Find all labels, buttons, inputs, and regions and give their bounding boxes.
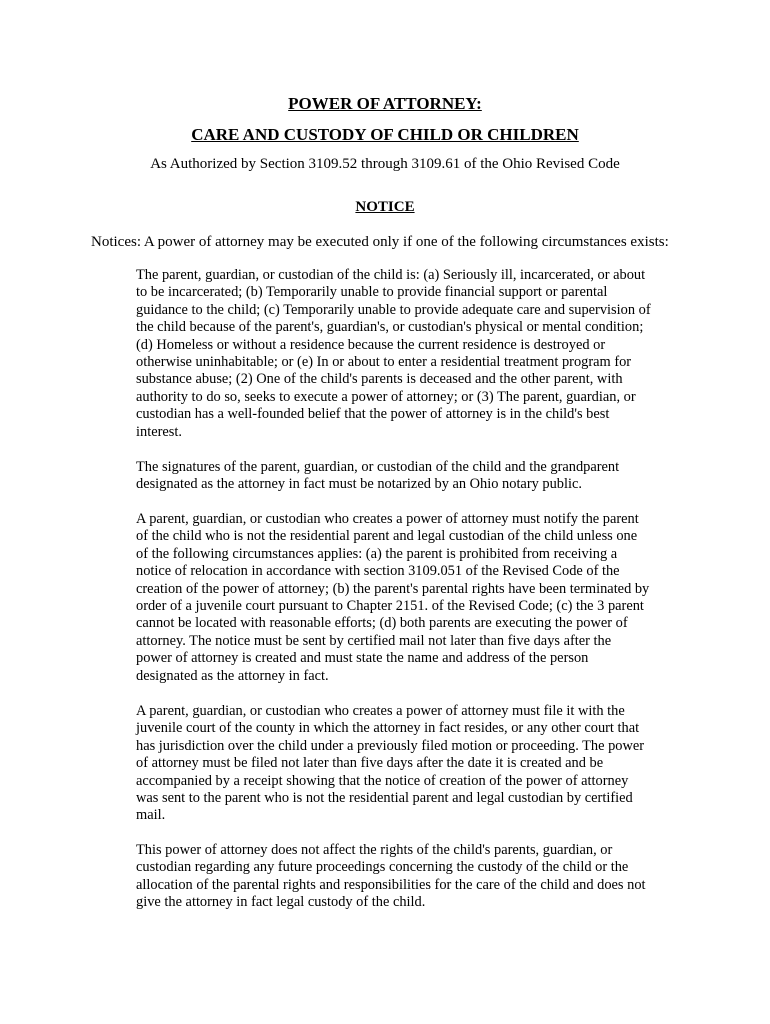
paragraph-line: has jurisdiction over the child under a previously filed motion or proceeding. The power — [136, 737, 645, 754]
paragraph-line: A parent, guardian, or custodian who creates a power of attorney must notify the parent — [136, 511, 639, 527]
paragraph-line: was sent to the parent who is not the residential parent and legal custodian by certified — [136, 790, 633, 807]
notice-heading: NOTICE — [355, 199, 415, 215]
paragraph-line: The signatures of the parent, guardian, or custodian of the child and the grandparent — [136, 459, 620, 475]
paragraph-line: allocation of the parental rights and responsibilities for the care of the child and does not — [136, 876, 646, 893]
document-subtitle: As Authorized by Section 3109.52 through 3109.61 of the Ohio Revised Code — [150, 156, 620, 172]
paragraph-notify-parent — [136, 511, 686, 685]
paragraph-line: A parent, guardian, or custodian who creates a power of attorney must file it with the — [136, 703, 625, 719]
paragraph-line: custodian has a well-founded belief that the power of attorney is in the child's best — [136, 406, 610, 423]
paragraph-rights — [136, 842, 686, 912]
paragraph-line: cannot be located with reasonable efforts; (d) both parents are executing the power of — [136, 615, 628, 632]
paragraph-line: This power of attorney does not affect the rights of the child's parents, guardian, or — [136, 842, 613, 858]
paragraph-line: accompanied by a receipt showing that the notice of creation of the power of attorney — [136, 772, 629, 789]
paragraph-line: attorney. The notice must be sent by certified mail not later than five days after the — [136, 632, 612, 649]
paragraph-line: custodian regarding any future proceedings concerning the custody of the child or the — [136, 859, 629, 876]
paragraph-line: substance abuse; (2) One of the child's parents is deceased and the other parent, with — [136, 371, 623, 388]
paragraph-line: order of a juvenile court pursuant to Chapter 2151. of the Revised Code; (c) the 3 parent — [136, 598, 644, 615]
paragraph-line: creation of the power of attorney; (b) the parent's parental rights have been terminated by — [136, 580, 650, 597]
paragraph-line: give the attorney in fact legal custody of the child. — [136, 894, 426, 911]
paragraph-line: of the child who is not the residential parent and legal custodian of the child unless one — [136, 528, 638, 545]
paragraph-line: mail. — [136, 807, 166, 824]
document-title-line2: CARE AND CUSTODY OF CHILD OR CHILDREN — [191, 125, 579, 144]
paragraph-filing — [136, 703, 686, 825]
document-title-line1: POWER OF ATTORNEY: — [288, 94, 482, 113]
paragraph-line: interest. — [136, 423, 182, 440]
paragraph-line: otherwise uninhabitable; or (e) In or about to enter a residential treatment program for — [136, 354, 632, 371]
notice-intro: Notices: A power of attorney may be executed only if one of the following circumstances exists: — [91, 234, 669, 250]
paragraph-signatures — [136, 459, 686, 494]
paragraph-line: the child because of the parent's, guardian's, or custodian's physical or mental condition; — [136, 319, 644, 336]
paragraph-line: juvenile court of the county in which the attorney in fact resides, or any other court that — [136, 720, 640, 737]
paragraph-line: guidance to the child; (c) Temporarily unable to provide adequate care and supervision of — [136, 301, 651, 318]
paragraph-line: power of attorney is created and must state the name and address of the person — [136, 650, 589, 667]
paragraph-line: designated as the attorney in fact. — [136, 667, 329, 684]
paragraph-line: designated as the attorney in fact must be notarized by an Ohio notary public. — [136, 476, 582, 493]
paragraph-line: (d) Homeless or without a residence because the current residence is destroyed or — [136, 336, 606, 353]
paragraph-line: to be incarcerated; (b) Temporarily unable to provide financial support or parental — [136, 284, 608, 301]
paragraph-line: of attorney must be filed not later than five days after the date it is created and be — [136, 755, 604, 772]
paragraph-circumstances — [136, 267, 686, 441]
paragraph-line: notice of relocation in accordance with section 3109.051 of the Revised Code of the — [136, 563, 620, 580]
paragraph-line: of the following circumstances applies: (a) the parent is prohibited from receiving a — [136, 545, 618, 562]
paragraph-line: authority to do so, seeks to execute a power of attorney; or (3) The parent, guardian, or — [136, 388, 636, 405]
paragraph-line: The parent, guardian, or custodian of the child is: (a) Seriously ill, incarcerated, or about — [136, 267, 646, 283]
